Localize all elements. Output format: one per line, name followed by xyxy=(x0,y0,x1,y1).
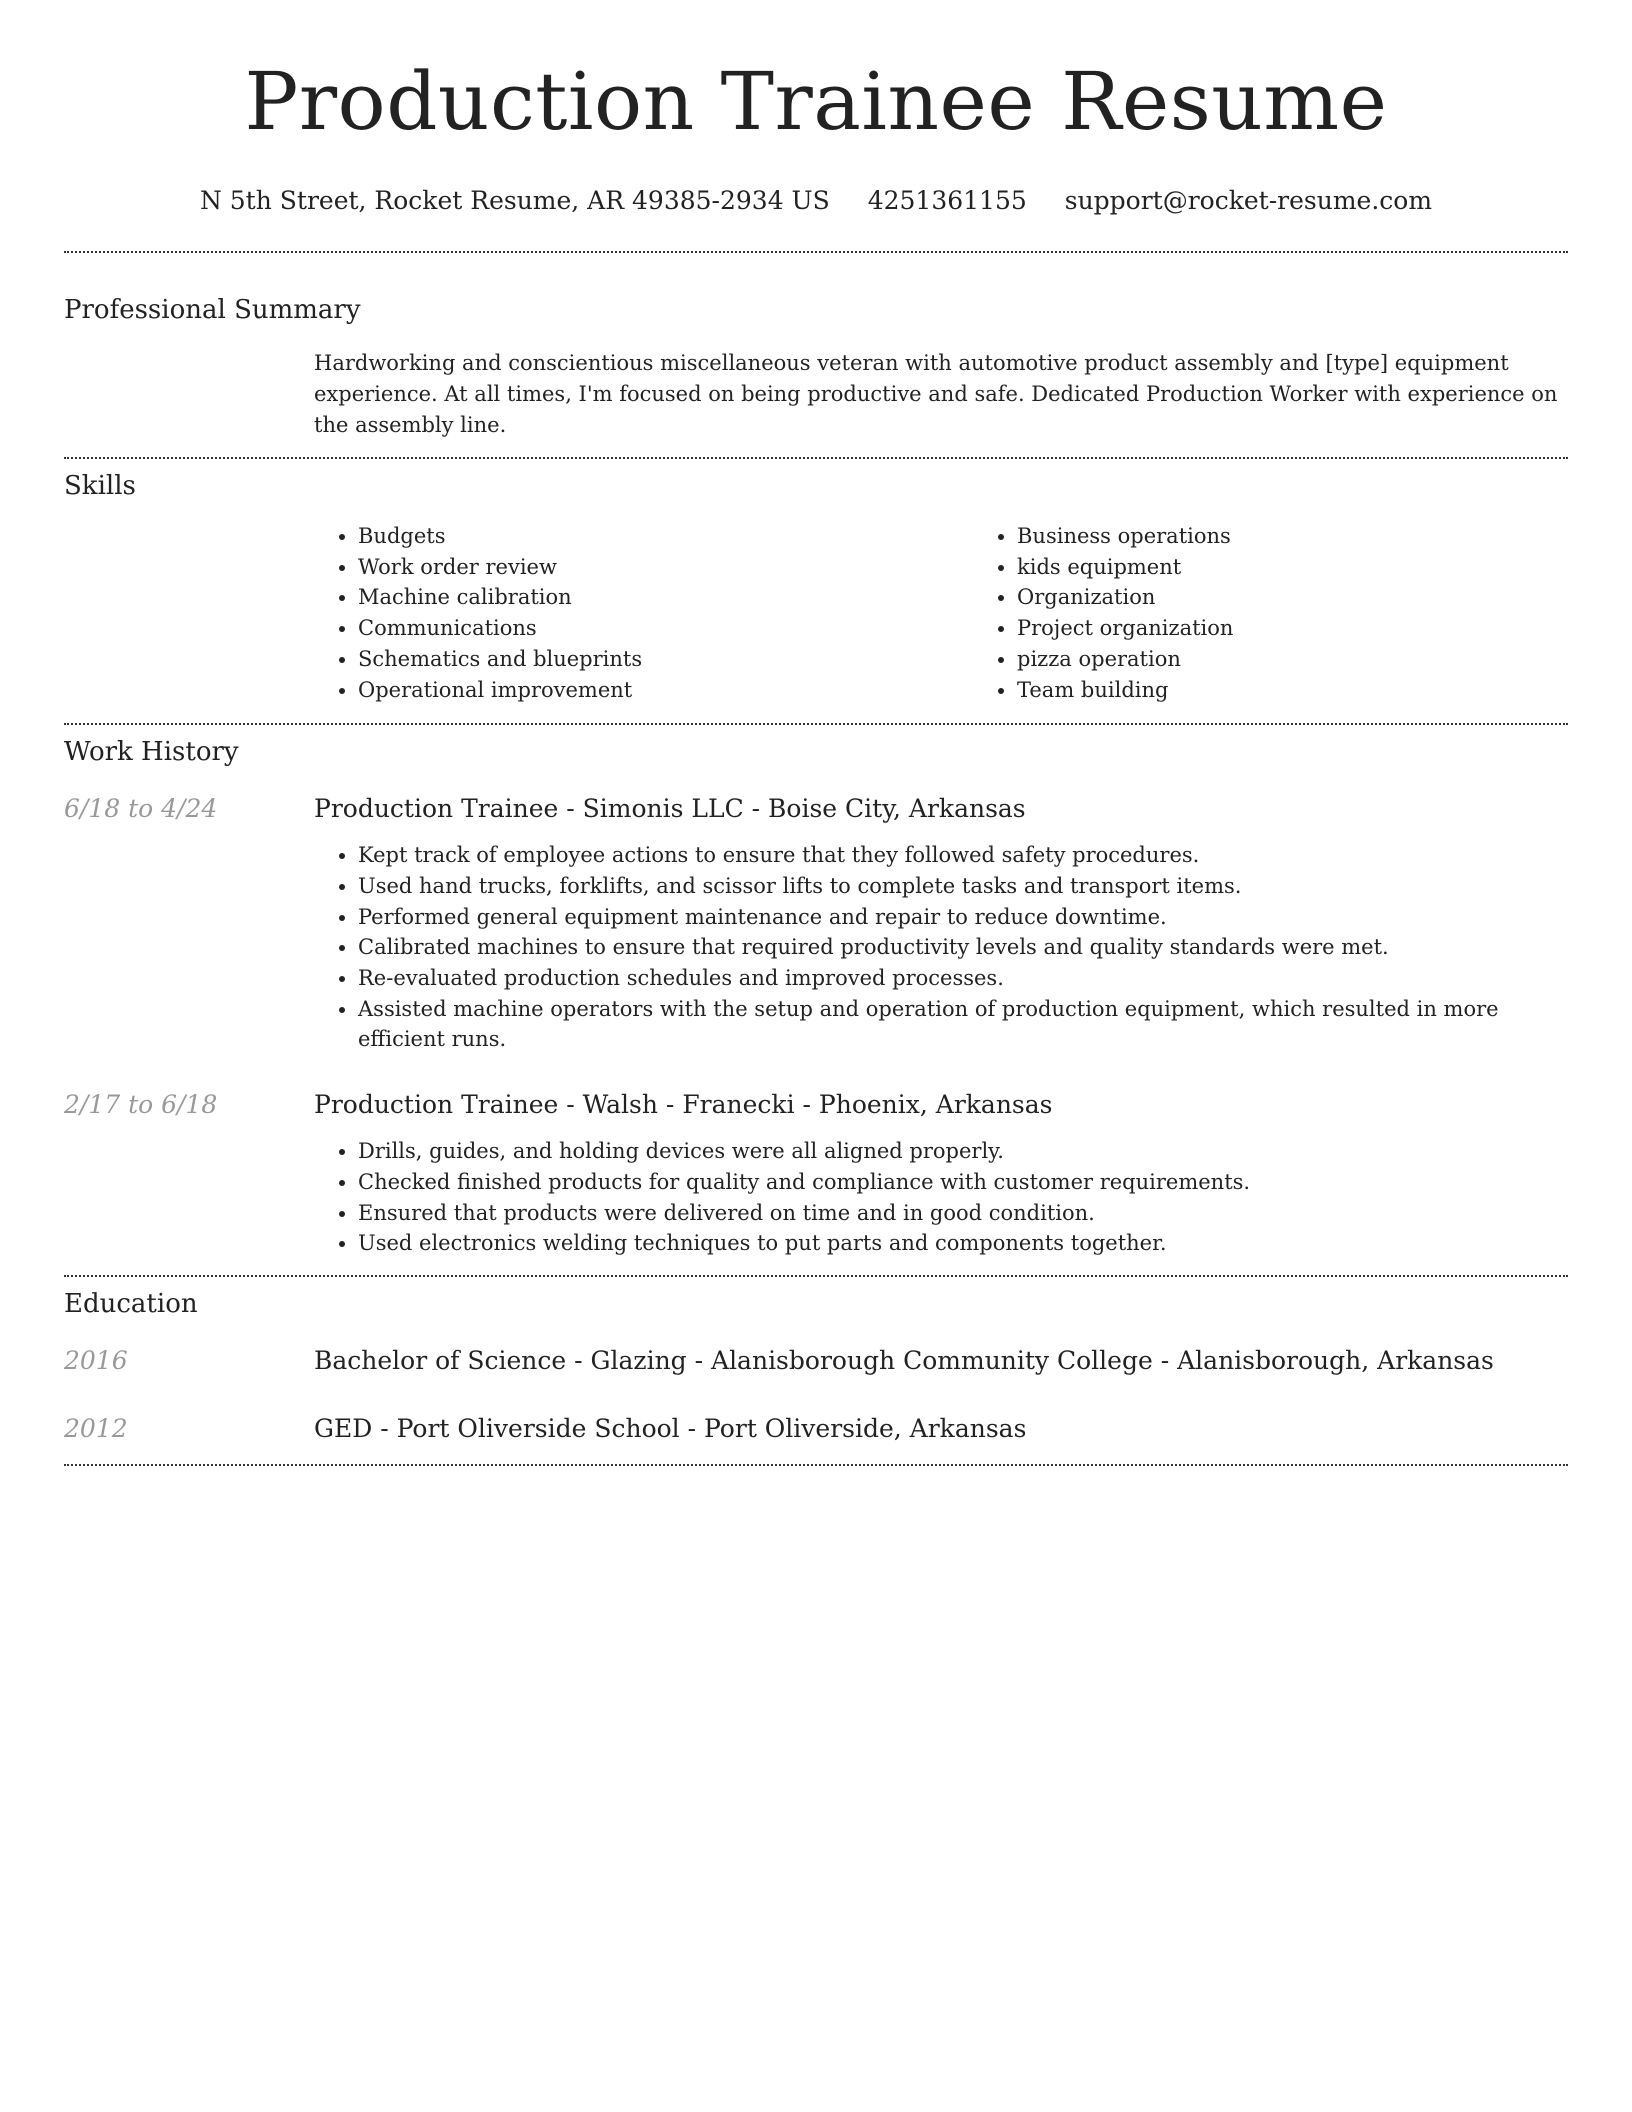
skills-list xyxy=(314,521,1632,705)
job-bullet: • Kept track of employee actions to ensure that they followed safety procedures. xyxy=(358,840,1568,871)
skill-item: • Budgets xyxy=(358,521,973,552)
education-title: GED - Port Oliverside School - Port Oliverside, Arkansas xyxy=(314,1413,1027,1443)
work-heading: Work History xyxy=(64,737,239,768)
skills-section xyxy=(64,459,1568,705)
job-bullets xyxy=(314,1136,1568,1259)
job-bullet: • Performed general equipment maintenance and repair to reduce downtime. xyxy=(358,902,1568,933)
job-bullet: • Re-evaluated production schedules and improved processes. xyxy=(358,963,1568,994)
job-title: Production Trainee - Walsh - Franecki - Phoenix, Arkansas xyxy=(314,1090,1053,1120)
job-bullet: • Ensured that products were delivered on time and in good condition. xyxy=(358,1198,1568,1229)
education-heading: Education xyxy=(64,1288,198,1319)
skill-item: • Operational improvement xyxy=(358,675,973,706)
skills-column-right xyxy=(973,521,1632,705)
education-year: 2016 xyxy=(64,1345,128,1375)
resume-page xyxy=(64,0,1568,1466)
job-bullet: • Calibrated machines to ensure that required productivity levels and quality standards were met. xyxy=(358,932,1568,963)
education-year: 2012 xyxy=(64,1413,128,1443)
education-section xyxy=(64,1277,1568,1446)
skills-heading: Skills xyxy=(64,471,136,501)
skill-item: • kids equipment xyxy=(1017,552,1632,583)
job-dates: 6/18 to 4/24 xyxy=(64,794,218,824)
skill-item: • Project organization xyxy=(1017,613,1632,644)
contact-phone: 4251361155 xyxy=(867,186,1027,215)
skills-column-left xyxy=(314,521,973,705)
resume-title: Production Trainee Resume xyxy=(244,55,1388,148)
skill-item: • Schematics and blueprints xyxy=(358,644,973,675)
job-bullet: • Used hand trucks, forklifts, and scissor lifts to complete tasks and transport items. xyxy=(358,871,1568,902)
job-bullet: • Drills, guides, and holding devices were all aligned properly. xyxy=(358,1136,1568,1167)
job-bullets xyxy=(314,840,1568,1055)
summary-heading: Professional Summary xyxy=(64,295,361,325)
contact-line xyxy=(64,184,1568,218)
job-entry xyxy=(64,1088,1568,1259)
job-bullet: • Checked finished products for quality and compliance with customer requirements. xyxy=(358,1167,1568,1198)
skill-item: • Work order review xyxy=(358,552,973,583)
education-entry xyxy=(64,1344,1568,1378)
job-dates: 2/17 to 6/18 xyxy=(64,1090,218,1120)
job-bullet: • Used electronics welding techniques to put parts and components together. xyxy=(358,1228,1568,1259)
skill-item: • Organization xyxy=(1017,582,1632,613)
skill-item: • pizza operation xyxy=(1017,644,1632,675)
summary-text: Hardworking and conscientious miscellaneous veteran with automotive product assembly and [type] equipment experience. At all times, I'm focused on being productive and safe. Dedicated Production Worker with experience on the assembly line. xyxy=(314,351,1558,437)
job-bullet: • Assisted machine operators with the setup and operation of production equipment, which resulted in more efficient runs. xyxy=(358,994,1568,1055)
job-title: Production Trainee - Simonis LLC - Boise City, Arkansas xyxy=(314,794,1026,824)
skill-item: • Team building xyxy=(1017,675,1632,706)
education-title: Bachelor of Science - Glazing - Alanisborough Community College - Alanisborough, Arkansas xyxy=(314,1345,1494,1375)
contact-address: N 5th Street, Rocket Resume, AR 49385-2934 US xyxy=(199,186,830,215)
skill-item: • Machine calibration xyxy=(358,582,973,613)
education-divider xyxy=(64,1464,1568,1466)
education-entry xyxy=(64,1412,1568,1446)
skill-item: • Communications xyxy=(358,613,973,644)
work-section xyxy=(64,725,1568,1259)
job-entry xyxy=(64,792,1568,1055)
skill-item: • Business operations xyxy=(1017,521,1632,552)
contact-email: support@rocket-resume.com xyxy=(1064,186,1433,215)
summary-section xyxy=(64,253,1568,441)
